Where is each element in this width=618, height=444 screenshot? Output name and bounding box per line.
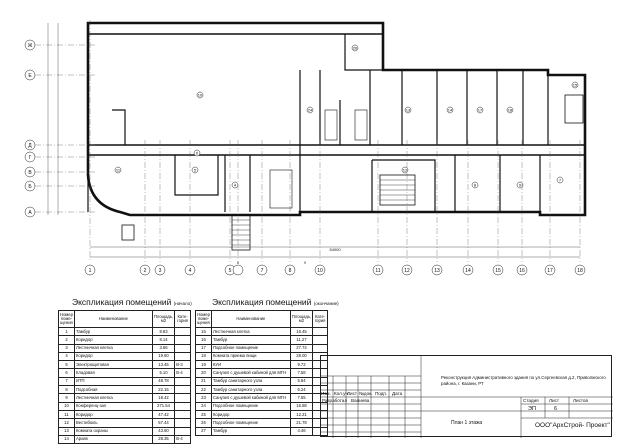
room-category: В-3 — [175, 361, 191, 369]
svg-text:7: 7 — [558, 177, 562, 183]
sheet-label: Лист — [549, 398, 559, 403]
room-name: Электрощитовая — [74, 361, 152, 369]
room-name: Тамбур санитарного узла — [211, 377, 290, 385]
axis-label: 16 — [519, 268, 525, 274]
table-row — [196, 419, 328, 427]
stair-block — [232, 215, 250, 250]
room-category — [175, 394, 191, 402]
room-name: Лестничная клетка — [211, 328, 290, 336]
column-header-sign: Подп. — [375, 391, 388, 396]
room-explication-table-2 — [195, 310, 328, 436]
stair-block — [270, 170, 292, 208]
table-row — [196, 336, 328, 344]
room-area: 3.66 — [152, 344, 174, 352]
room-number: 11 — [59, 410, 75, 418]
room-name: Коридор — [211, 410, 290, 418]
table-row — [59, 328, 191, 336]
column-header-sheet: Лист — [347, 391, 357, 396]
room-area: 19.60 — [152, 352, 174, 360]
grid-axes-vertical — [90, 20, 580, 262]
room-name: ИТП — [74, 377, 152, 385]
room-name: Подсобная — [74, 386, 152, 394]
room-category — [175, 328, 191, 336]
room-name: Тамбур санитарного узла — [211, 386, 290, 394]
room-area: 5.84 — [290, 377, 312, 385]
room-name: Вестибюль — [74, 419, 152, 427]
axis-bubbles-left — [25, 40, 35, 217]
room-category — [175, 344, 191, 352]
room-category — [175, 386, 191, 394]
room-name: Коридор — [74, 336, 152, 344]
table2-title — [212, 297, 339, 307]
room-number: 19 — [196, 361, 212, 369]
svg-text:14: 14 — [447, 107, 453, 113]
room-category — [175, 402, 191, 410]
axis-label: 7 — [260, 268, 264, 274]
room-number: 1 — [59, 328, 75, 336]
table-row — [59, 427, 191, 435]
room-area: 8.14 — [152, 336, 174, 344]
room-number: 24 — [196, 402, 212, 410]
table-header-cell: Площадь, м2 — [290, 311, 312, 328]
svg-text:11: 11 — [115, 167, 121, 173]
dimension-lines — [48, 23, 580, 257]
axis-label: 5 — [228, 268, 232, 274]
table-header-cell: Номер поме-щения — [196, 311, 212, 328]
svg-text:5: 5 — [193, 167, 197, 173]
room-number: 14 — [59, 435, 75, 443]
axis-label: Е — [28, 73, 32, 79]
axis-label: 13 — [434, 268, 440, 274]
room-name: Конференц-зал — [74, 402, 152, 410]
table2-subtitle: (окончание) — [313, 301, 339, 306]
outer-wall — [88, 23, 585, 215]
svg-text:10: 10 — [197, 92, 203, 98]
company-name: ООО"АрхСтрой- Проект" — [535, 422, 610, 429]
grid-axes-horizontal — [35, 45, 95, 212]
room-number: 26 — [196, 419, 212, 427]
column-header-count: Кол.уч. — [334, 391, 350, 396]
room-name: Лестничная клетка — [74, 344, 152, 352]
room-number: 21 — [196, 377, 212, 385]
axis-label: 8 — [288, 268, 292, 274]
column-header-date: Дата — [392, 391, 403, 396]
room-number: 7 — [59, 377, 75, 385]
room-number: 12 — [59, 419, 75, 427]
room-area: 7.58 — [290, 369, 312, 377]
room-area: 27.74 — [290, 344, 312, 352]
table1-title-text: Экспликация помещений — [72, 297, 172, 307]
axis-label: В — [28, 170, 32, 176]
stage-label: Стадия — [523, 398, 539, 403]
table-row — [196, 402, 328, 410]
room-area: 8.83 — [152, 328, 174, 336]
table-header-cell: Кате-гория — [175, 311, 191, 328]
room-area: 7.55 — [290, 394, 312, 402]
room-category — [175, 410, 191, 418]
room-name: Комната приема пищи — [211, 352, 290, 360]
room-name: Архив — [74, 435, 152, 443]
table-row — [196, 328, 328, 336]
room-area: 16.88 — [290, 402, 312, 410]
stair-block — [325, 110, 337, 140]
axis-label: 1 — [88, 268, 92, 274]
room-name: Подсобное помещение — [211, 419, 290, 427]
room-area: 22.15 — [152, 386, 174, 394]
room-name: КУИ — [211, 361, 290, 369]
axis-label: 18 — [577, 268, 583, 274]
room-name: Тамбур — [211, 427, 290, 435]
room-number: 8 — [59, 386, 75, 394]
axis-label: 14 — [465, 268, 471, 274]
sheet-title: План 1 этажа — [451, 420, 483, 426]
room-area: 6.24 — [290, 386, 312, 394]
axis-label: 11 — [375, 268, 381, 274]
svg-text:24: 24 — [307, 107, 313, 113]
axis-bubble — [233, 265, 243, 275]
room-category — [175, 419, 191, 427]
room-number: 6 — [59, 369, 75, 377]
axis-label: Б — [28, 184, 32, 190]
table-row — [59, 377, 191, 385]
room-number: 20 — [196, 369, 212, 377]
room-area: 271.54 — [152, 402, 174, 410]
stair-block — [122, 225, 134, 240]
building-walls — [88, 23, 585, 250]
axis-label: 17 — [547, 268, 553, 274]
room-name: Кладовая — [74, 369, 152, 377]
table-row — [196, 394, 328, 402]
room-area: 48.78 — [152, 377, 174, 385]
column-header-change: Изм. — [321, 391, 331, 396]
axis-label: 2 — [143, 268, 147, 274]
stair-treads — [232, 220, 250, 245]
table-row — [59, 410, 191, 418]
title-block — [320, 355, 612, 437]
room-category: В-4 — [175, 435, 191, 443]
room-area: 57.44 — [152, 419, 174, 427]
table-row — [196, 361, 328, 369]
room-number: 3 — [59, 344, 75, 352]
axis-label: 15 — [495, 268, 501, 274]
svg-text:15: 15 — [572, 82, 578, 88]
room-number: 17 — [196, 344, 212, 352]
room-number: 4 — [59, 352, 75, 360]
room-category: В-4 — [175, 369, 191, 377]
svg-text:18: 18 — [507, 107, 513, 113]
room-category — [175, 336, 191, 344]
svg-text:9: 9 — [518, 182, 522, 188]
room-number: 10 — [59, 402, 75, 410]
stair-block — [565, 95, 583, 123]
table-row — [59, 352, 191, 360]
role-label: Разработал — [322, 398, 348, 403]
room-explication-table-1 — [58, 310, 191, 444]
axis-label: Г — [28, 155, 32, 161]
room-name: Подсобное помещение — [211, 402, 290, 410]
partition-wall — [345, 34, 383, 70]
svg-text:8: 8 — [473, 182, 477, 188]
room-number: 5 — [59, 361, 75, 369]
axis-label: 6 — [237, 261, 239, 265]
stage-value: ЭП — [528, 406, 536, 412]
svg-text:6: 6 — [195, 150, 199, 156]
axis-label: А — [28, 210, 32, 216]
table2-title-text: Экспликация помещений — [212, 297, 312, 307]
svg-text:13: 13 — [405, 107, 411, 113]
room-area: 47.42 — [152, 410, 174, 418]
svg-text:17: 17 — [477, 107, 483, 113]
partition-wall — [175, 155, 250, 212]
table-row — [196, 427, 328, 435]
room-name: Лестничная клетка — [74, 394, 152, 402]
table-row — [196, 369, 328, 377]
axis-label: 4 — [188, 268, 192, 274]
room-area: 4.46 — [290, 427, 312, 435]
room-name: Комната охраны — [74, 427, 152, 435]
room-area: 12.21 — [290, 410, 312, 418]
axis-label: Ж — [27, 43, 33, 49]
partition-wall — [300, 70, 370, 212]
stair-treads — [380, 180, 415, 200]
project-name: Реконструкция Административного здания по ул.Сергеевская д.2, Приволжского района, г. Казани, РТ — [441, 375, 606, 386]
room-number: 15 — [196, 328, 212, 336]
table-row — [196, 344, 328, 352]
table-row — [59, 386, 191, 394]
room-number: 27 — [196, 427, 212, 435]
room-number: 9 — [59, 394, 75, 402]
room-number: 22 — [196, 386, 212, 394]
overall-dimension-label: 54000 — [329, 247, 341, 252]
room-category — [175, 352, 191, 360]
room-name: Тамбур — [211, 336, 290, 344]
table-header-cell: Площадь, м2 — [152, 311, 174, 328]
table-header-row — [59, 311, 191, 328]
room-area: 5.10 — [152, 369, 174, 377]
axis-label: 3 — [158, 268, 162, 274]
column-header-doc: №док. — [359, 391, 373, 396]
author-name: Валиева — [351, 398, 370, 403]
table-row — [196, 410, 328, 418]
table-row — [196, 386, 328, 394]
table-row — [59, 344, 191, 352]
room-category — [313, 328, 328, 336]
room-area: 9.72 — [290, 361, 312, 369]
sheets-label: Листов — [573, 398, 588, 403]
sheet-value: 6 — [554, 406, 558, 412]
svg-text:4: 4 — [233, 182, 237, 188]
axis-label: Д — [28, 143, 32, 149]
table-header-cell: Номер поме-щения — [59, 311, 75, 328]
room-number: 13 — [59, 427, 75, 435]
room-number: 18 — [196, 352, 212, 360]
table-row — [59, 369, 191, 377]
room-area: 28.00 — [290, 352, 312, 360]
room-area: 13.45 — [152, 361, 174, 369]
room-area: 28.35 — [152, 435, 174, 443]
stair-block — [355, 110, 367, 140]
room-area: 43.60 — [152, 427, 174, 435]
axis-label: 12 — [404, 268, 410, 274]
table-header-cell: Кате-гория — [313, 311, 328, 328]
table-row — [59, 402, 191, 410]
table-header-row — [196, 311, 328, 328]
room-name: Санузел с душевой кабиной для МГН — [211, 369, 290, 377]
room-area: 18.42 — [152, 394, 174, 402]
room-name: Коридор — [74, 410, 152, 418]
svg-text:26: 26 — [352, 45, 358, 51]
svg-text:12: 12 — [402, 167, 408, 173]
room-area: 16.45 — [290, 328, 312, 336]
partition-wall — [402, 70, 548, 145]
table-row — [196, 352, 328, 360]
table1-subtitle: (начало) — [173, 301, 192, 306]
room-number: 25 — [196, 410, 212, 418]
table-row — [59, 435, 191, 443]
room-category — [313, 336, 328, 344]
room-number: 23 — [196, 394, 212, 402]
room-area: 11.27 — [290, 336, 312, 344]
room-number: 2 — [59, 336, 75, 344]
room-number: 16 — [196, 336, 212, 344]
table-row — [59, 361, 191, 369]
axis-label: 9 — [304, 261, 306, 265]
room-category — [175, 377, 191, 385]
room-markers — [115, 45, 578, 188]
table-row — [59, 394, 191, 402]
room-name: Коридор — [74, 352, 152, 360]
axis-label: 10 — [317, 268, 323, 274]
room-name: Тамбур — [74, 328, 152, 336]
table-row — [196, 377, 328, 385]
room-area: 21.78 — [290, 419, 312, 427]
room-name: Подсобное помещение — [211, 344, 290, 352]
table-header-cell: Наименование — [211, 311, 290, 328]
table1-title — [72, 297, 192, 307]
room-category — [175, 427, 191, 435]
table-header-cell: Наименование — [74, 311, 152, 328]
table-row — [59, 419, 191, 427]
room-category — [313, 344, 328, 352]
table-row — [59, 336, 191, 344]
partition-wall — [372, 155, 540, 212]
room-name: Санузел с душевой кабиной для МГН — [211, 394, 290, 402]
